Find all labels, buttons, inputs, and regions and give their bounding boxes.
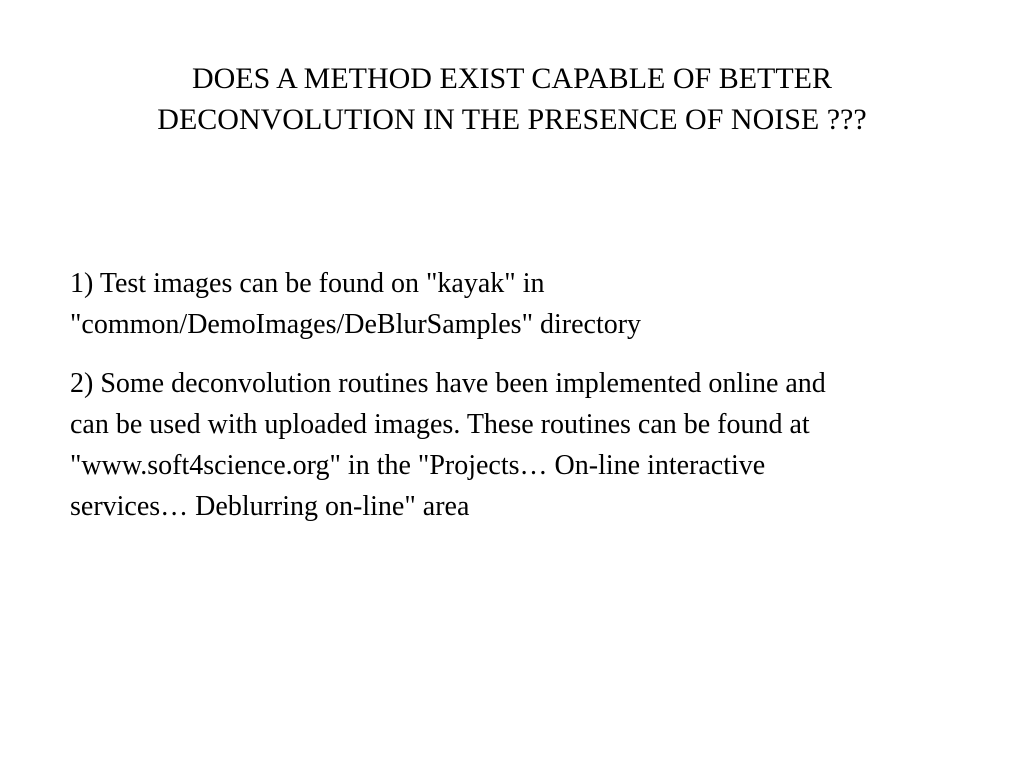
point-2: 2) Some deconvolution routines have been implemented online and can be used with uploaded images. These routines can be found at "www.soft4science.org" in the "Projects… On-line interactive services… Deblurring on-line" area [70, 368, 826, 522]
slide-title [60, 58, 964, 140]
title-line-2: DECONVOLUTION IN THE PRESENCE OF NOISE ??? [157, 103, 867, 136]
point-1: 1) Test images can be found on "kayak" in "common/DemoImages/DeBlurSamples" directory [70, 268, 642, 340]
body-points [70, 263, 870, 545]
title-line-1: DOES A METHOD EXIST CAPABLE OF BETTER [191, 62, 833, 95]
